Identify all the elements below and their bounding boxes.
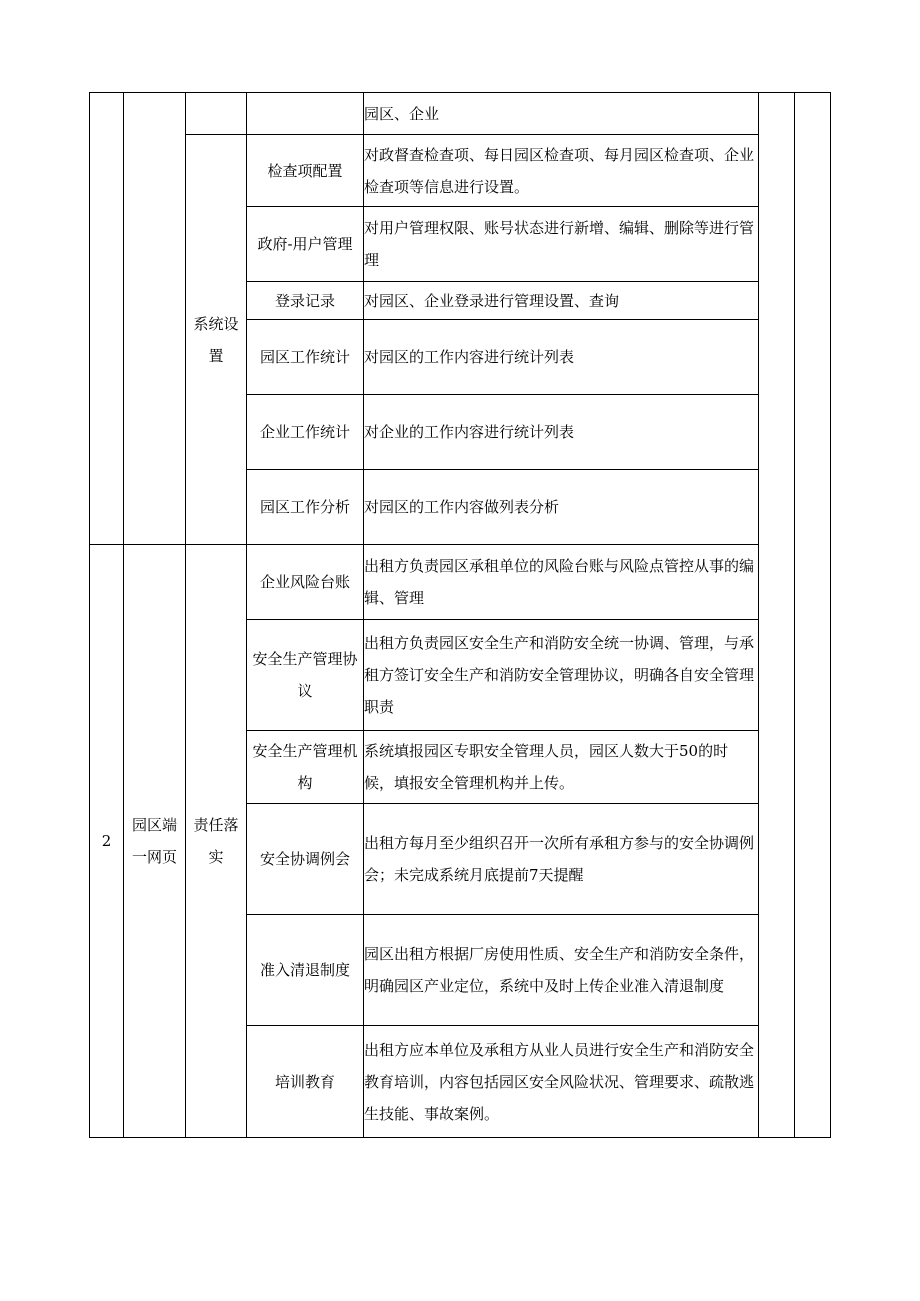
table-row <box>90 545 831 620</box>
seq-cell-empty <box>90 93 124 545</box>
item-desc: 出租方应本单位及承租方从业人员进行安全生产和消防安全教育培训，内容包括园区安全风险状况、管理要求、疏散逃生技能、事故案例。 <box>364 1026 759 1138</box>
item-desc: 园区出租方根据厂房使用性质、安全生产和消防安全条件，明确园区产业定位，系统中及时上传企业准入清退制度 <box>364 915 759 1026</box>
item-name: 检查项配置 <box>247 135 364 207</box>
item-name: 安全生产管理协议 <box>247 620 364 731</box>
item-desc: 园区、企业 <box>364 93 759 135</box>
group-cell-system <box>186 135 247 545</box>
table-row <box>90 93 831 135</box>
requirements-table <box>89 92 831 1138</box>
item-name: 培训教育 <box>247 1026 364 1138</box>
group-cell-empty <box>186 93 247 135</box>
item-name: 政府-用户管理 <box>247 207 364 282</box>
item-desc: 对园区的工作内容做列表分析 <box>364 470 759 545</box>
item-name: 登录记录 <box>247 282 364 320</box>
table-row <box>90 135 831 207</box>
group-cell-responsibility <box>186 545 247 1138</box>
group-label: 责任落实 <box>193 816 239 866</box>
item-name: 安全生产管理机构 <box>247 731 364 804</box>
item-name: 园区工作分析 <box>247 470 364 545</box>
item-name: 园区工作统计 <box>247 320 364 395</box>
item-desc: 对园区、企业登录进行管理设置、查询 <box>364 282 759 320</box>
item-desc: 对政督查检查项、每日园区检查项、每月园区检查项、企业检查项等信息进行设置。 <box>364 135 759 207</box>
module-cell-empty <box>124 93 186 545</box>
item-desc: 对园区的工作内容进行统计列表 <box>364 320 759 395</box>
item-name: 企业风险台账 <box>247 545 364 620</box>
module-label: 园区端一网页 <box>131 816 177 866</box>
extra-col-1 <box>759 93 795 1138</box>
item-name: 企业工作统计 <box>247 395 364 470</box>
item-name: 准入清退制度 <box>247 915 364 1026</box>
module-cell <box>124 545 186 1138</box>
item-name: 安全协调例会 <box>247 804 364 915</box>
item-desc: 出租方每月至少组织召开一次所有承租方参与的安全协调例会；未完成系统月底提前7天提醒 <box>364 804 759 915</box>
item-name <box>247 93 364 135</box>
item-desc: 对企业的工作内容进行统计列表 <box>364 395 759 470</box>
group-label: 系统设置 <box>193 314 239 365</box>
item-desc: 对用户管理权限、账号状态进行新增、编辑、删除等进行管理 <box>364 207 759 282</box>
item-desc: 出租方负责园区安全生产和消防安全统一协调、管理，与承租方签订安全生产和消防安全管理协议，明确各自安全管理职责 <box>364 620 759 731</box>
extra-col-2 <box>795 93 831 1138</box>
item-desc: 系统填报园区专职安全管理人员，园区人数大于50的时候，填报安全管理机构并上传。 <box>364 731 759 804</box>
item-desc: 出租方负责园区承租单位的风险台账与风险点管控从事的编辑、管理 <box>364 545 759 620</box>
seq-number: 2 <box>90 545 124 1138</box>
